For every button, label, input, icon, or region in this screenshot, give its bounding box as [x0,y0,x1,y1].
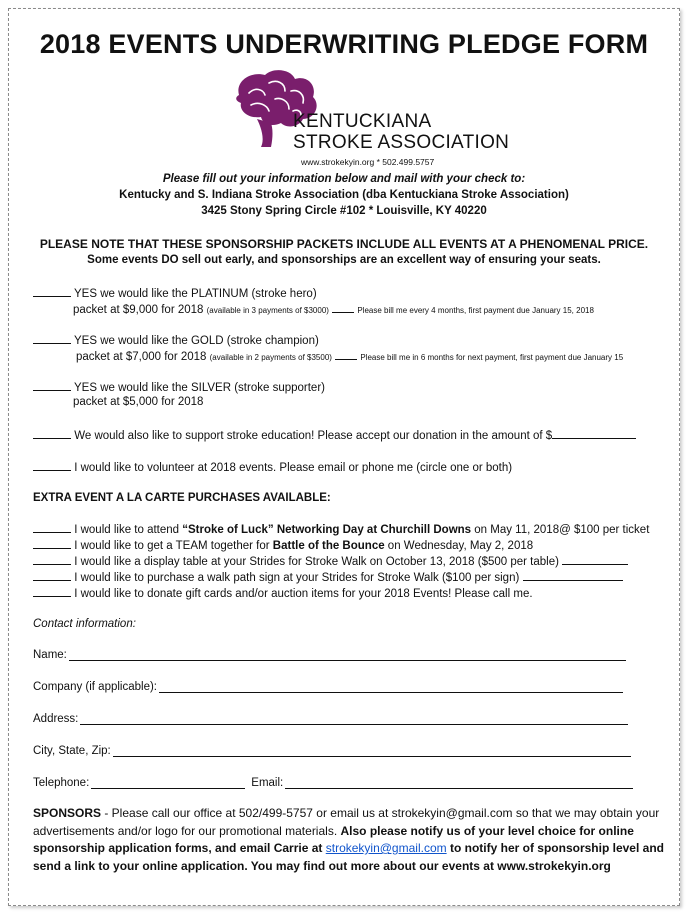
silver-price: packet at $5,000 for 2018 [73,396,204,408]
platinum-payments: (available in 3 payments of $3000) [206,306,329,315]
gold-payments: (available in 2 payments of $3500) [209,353,332,362]
extra-item-3 [33,554,628,568]
gold-label: YES we would like the GOLD (stroke champion) [74,335,319,347]
name-field[interactable] [33,649,626,661]
org-name-line1: KENTUCKIANA [293,111,432,132]
note-line-2: Some events DO sell out early, and sponsorships are an excellent way of ensuring your seats. [87,254,601,266]
extra-5-blank[interactable] [33,586,71,597]
extra-item-5 [33,586,533,600]
extra-3-text: I would like a display table at your Strides for Stroke Walk on October 13, 2018 ($500 per table) [74,556,559,568]
company-label: Company (if applicable): [33,681,158,693]
platinum-checkbox-blank[interactable] [33,286,71,297]
extra-2-text-c: on Wednesday, May 2, 2018 [384,540,534,552]
sponsors-label: SPONSORS [33,806,102,820]
telephone-field[interactable] [33,777,633,789]
contact-heading: Contact information: [33,618,136,630]
donation-amount-blank[interactable] [552,428,636,439]
extra-2-blank[interactable] [33,538,71,549]
extra-1-blank[interactable] [33,522,71,533]
address-field[interactable] [33,713,628,725]
extra-4-trailing-blank[interactable] [523,570,623,581]
gold-price: packet at $7,000 for 2018 [76,351,207,363]
silver-option [33,380,325,394]
extra-5-text: I would like to donate gift cards and/or auction items for your 2018 Events! Please call me. [74,588,533,600]
sponsors-text-2: Also please notify us of your level choice for online sponsorship application forms, and email Carrie at [33,823,634,855]
email-line[interactable] [285,778,633,789]
sponsors-text-1: - Please call our office at 502/499-5757 or email us at strokekyin@gmail.com so that we may obtain your advertisements and/or logo for our promotional materials. [33,806,660,838]
company-field[interactable] [33,681,623,693]
city-field[interactable] [33,745,631,757]
gold-detail [76,349,623,363]
gold-option [33,333,319,347]
extra-1-text-a: I would like to attend [74,524,183,536]
platinum-bill-blank[interactable] [332,302,354,313]
org-contact: www.strokekyin.org * 502.499.5757 [301,157,435,167]
org-name-line2: STROKE ASSOCIATION [293,132,510,153]
city-line[interactable] [113,746,631,757]
extra-2-text-a: I would like to get a TEAM together for [74,540,273,552]
instruction-line-3: 3425 Stony Spring Circle #102 * Louisville, KY 40220 [201,205,487,217]
extra-4-text: I would like to purchase a walk path sign at your Strides for Stroke Walk ($100 per sign) [74,572,520,584]
extra-3-trailing-blank[interactable] [562,554,628,565]
extra-4-blank[interactable] [33,570,71,581]
instruction-line-1: Please fill out your information below and mail with your check to: [162,173,526,185]
instruction-line-2: Kentucky and S. Indiana Stroke Association (dba Kentuckiana Stroke Association) [119,189,569,201]
gold-bill-blank[interactable] [335,349,357,360]
city-label: City, State, Zip: [33,745,111,757]
extra-item-2 [33,538,533,552]
name-line[interactable] [69,650,626,661]
extra-2-text-b: Battle of the Bounce [272,540,385,552]
volunteer-checkbox-blank[interactable] [33,460,71,471]
silver-checkbox-blank[interactable] [33,380,71,391]
telephone-label: Telephone: [33,777,90,789]
platinum-price: packet at $9,000 for 2018 [73,304,204,316]
extra-item-1 [33,522,649,536]
extra-3-blank[interactable] [33,554,71,565]
gold-checkbox-blank[interactable] [33,333,71,344]
platinum-option [33,286,317,300]
name-label: Name: [33,649,67,661]
volunteer-label: I would like to volunteer at 2018 events. Please email or phone me (circle one or both) [74,462,513,474]
education-checkbox-blank[interactable] [33,428,71,439]
address-label: Address: [33,713,79,725]
address-line[interactable] [80,714,628,725]
email-label: Email: [251,777,284,789]
platinum-detail [73,302,594,316]
volunteer-option [33,460,512,474]
sponsors-text-3: to notify her of sponsorship level and send a link to your online application. You may find out more about our events at www.strokekyin.org [33,841,664,873]
platinum-label: YES we would like the PLATINUM (stroke hero) [74,288,317,300]
extra-1-text-c: on May 11, 2018@ $100 per ticket [471,524,650,536]
page-title: 2018 EVENTS UNDERWRITING PLEDGE FORM [39,29,649,59]
education-label: We would also like to support stroke education! Please accept our donation in the amount of $ [74,430,553,442]
extra-1-text-b: “Stroke of Luck” Networking Day at Churchill Downs [182,524,472,536]
sponsors-paragraph [33,805,673,875]
telephone-line[interactable] [91,778,245,789]
note-line-1: PLEASE NOTE THAT THESE SPONSORSHIP PACKETS INCLUDE ALL EVENTS AT A PHENOMENAL PRICE. [39,237,649,251]
extra-heading: EXTRA EVENT A LA CARTE PURCHASES AVAILABLE: [33,492,331,504]
org-name [293,111,509,153]
gold-bill-text: Please bill me in 6 months for next payment, first payment due January 15 [360,353,624,362]
company-line[interactable] [159,682,623,693]
extra-item-4 [33,570,623,584]
education-option [33,428,636,442]
silver-label: YES we would like the SILVER (stroke supporter) [74,382,325,394]
platinum-bill-text: Please bill me every 4 months, first payment due January 15, 2018 [357,306,594,315]
sponsors-email-link[interactable]: strokekyin@gmail.com [325,841,447,855]
pledge-form-page [8,8,680,906]
